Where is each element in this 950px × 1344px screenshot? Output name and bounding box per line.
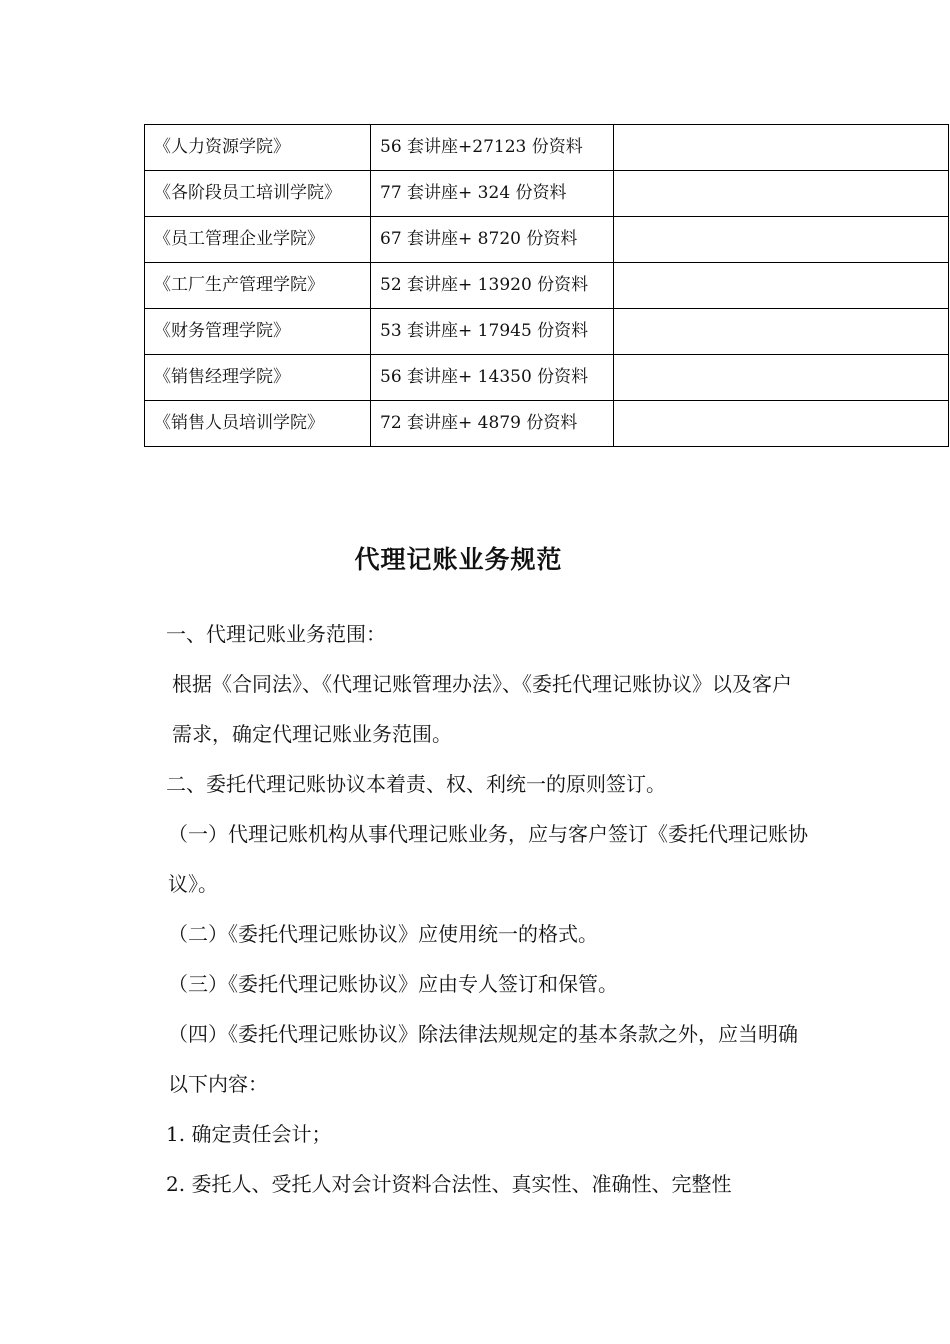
section-heading: 二、委托代理记账协议本着责、权、利统一的原则签订。	[166, 772, 666, 796]
paragraph: （二）《委托代理记账协议》应使用统一的格式。	[168, 922, 598, 946]
table-row	[145, 171, 949, 217]
list-item: 1. 确定责任会计；	[166, 1122, 332, 1146]
course-note	[614, 401, 949, 447]
course-count: 67 套讲座+ 8720 份资料	[371, 217, 614, 263]
list-item: 2. 委托人、受托人对会计资料合法性、真实性、准确性、完整性	[166, 1172, 732, 1196]
course-name: 《销售经理学院》	[145, 355, 371, 401]
course-count: 53 套讲座+ 17945 份资料	[371, 309, 614, 355]
table-row	[145, 309, 949, 355]
course-note	[614, 125, 949, 171]
course-count: 72 套讲座+ 4879 份资料	[371, 401, 614, 447]
paragraph: （四）《委托代理记账协议》除法律法规规定的基本条款之外，应当明确以下内容：	[168, 1022, 798, 1096]
table-row	[145, 401, 949, 447]
course-name: 《员工管理企业学院》	[145, 217, 371, 263]
table-row	[145, 355, 949, 401]
course-name: 《人力资源学院》	[145, 125, 371, 171]
paragraph: 根据《合同法》、《代理记账管理办法》、《委托代理记账协议》以及客户需求，确定代理记账业务范围。	[172, 672, 792, 746]
course-count: 56 套讲座+27123 份资料	[371, 125, 614, 171]
section-heading: 一、代理记账业务范围：	[166, 622, 386, 646]
course-note	[614, 217, 949, 263]
course-note	[614, 355, 949, 401]
course-name: 《工厂生产管理学院》	[145, 263, 371, 309]
course-note	[614, 309, 949, 355]
paragraph: （一）代理记账机构从事代理记账业务，应与客户签订《委托代理记账协议》。	[168, 822, 808, 896]
course-name: 《财务管理学院》	[145, 309, 371, 355]
course-table	[144, 124, 949, 447]
table-row	[145, 125, 949, 171]
document-body	[144, 609, 808, 1209]
course-count: 56 套讲座+ 14350 份资料	[371, 355, 614, 401]
document-title: 代理记账业务规范	[354, 545, 563, 574]
course-name: 《销售人员培训学院》	[145, 401, 371, 447]
course-count: 52 套讲座+ 13920 份资料	[371, 263, 614, 309]
course-note	[614, 171, 949, 217]
course-name: 《各阶段员工培训学院》	[145, 171, 371, 217]
table-row	[145, 217, 949, 263]
course-note	[614, 263, 949, 309]
table-row	[145, 263, 949, 309]
paragraph: （三）《委托代理记账协议》应由专人签订和保管。	[168, 972, 618, 996]
course-count: 77 套讲座+ 324 份资料	[371, 171, 614, 217]
